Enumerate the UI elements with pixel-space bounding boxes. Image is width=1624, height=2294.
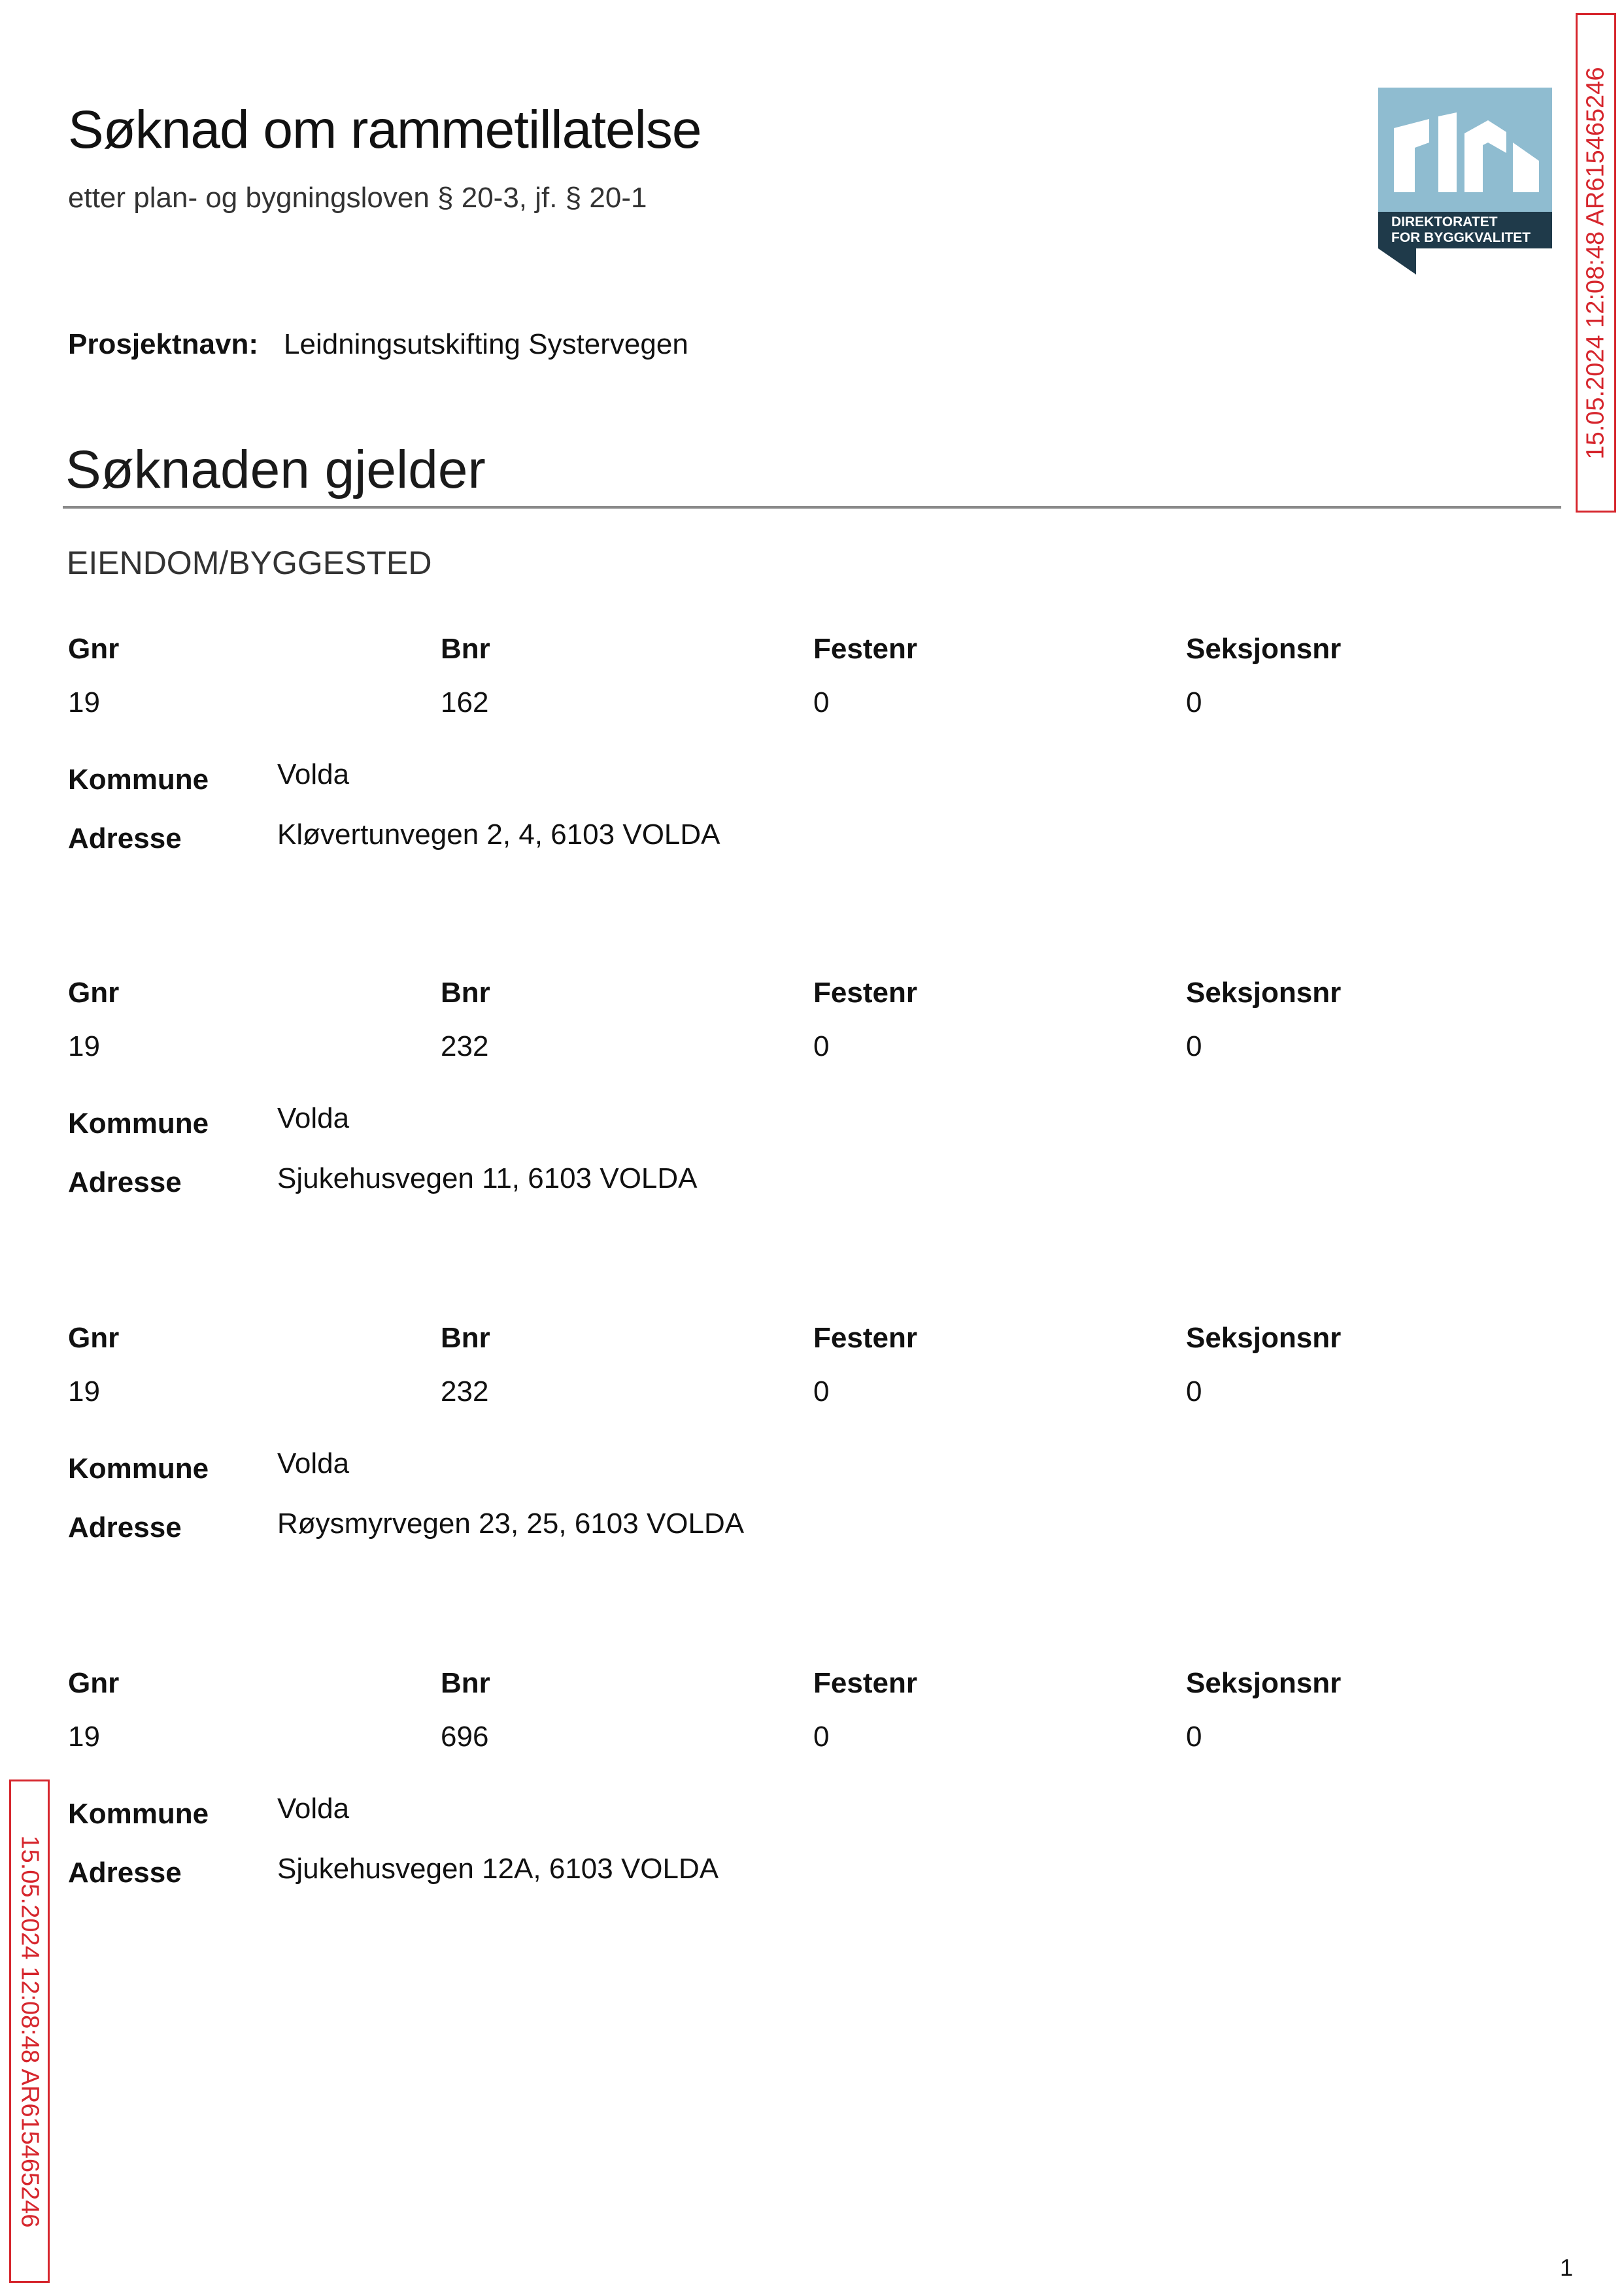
archive-stamp-text: 15.05.2024 12:08:48 AR615465246: [16, 1834, 44, 2228]
seksjonsnr-value: 0: [1186, 686, 1202, 718]
dibk-logo-icon: [1378, 88, 1552, 275]
gnr-label: Gnr: [68, 633, 120, 665]
section-divider: [63, 506, 1561, 509]
section-subheading: EIENDOM/BYGGESTED: [67, 545, 432, 581]
seksjonsnr-label: Seksjonsnr: [1186, 633, 1342, 665]
kommune-value: Volda: [277, 1793, 350, 1825]
adresse-label: Adresse: [68, 1857, 182, 1889]
property-block: [68, 977, 1559, 1238]
archive-stamp-top: [1576, 13, 1616, 513]
bnr-value: 162: [441, 686, 489, 718]
adresse-label: Adresse: [68, 1166, 182, 1198]
gnr-value: 19: [68, 686, 100, 718]
festenr-value: 0: [813, 686, 830, 718]
dibk-logo: [1378, 88, 1552, 275]
festenr-value: 0: [813, 1721, 830, 1753]
adresse-value: Kløvertunvegen 2, 4, 6103 VOLDA: [277, 818, 720, 851]
seksjonsnr-label: Seksjonsnr: [1186, 1667, 1342, 1699]
bnr-value: 232: [441, 1030, 489, 1062]
adresse-value: Sjukehusvegen 11, 6103 VOLDA: [277, 1162, 698, 1194]
festenr-value: 0: [813, 1030, 830, 1062]
adresse-value: Røysmyrvegen 23, 25, 6103 VOLDA: [277, 1508, 745, 1540]
seksjonsnr-value: 0: [1186, 1030, 1202, 1062]
bnr-label: Bnr: [441, 633, 490, 665]
archive-stamp-bottom: [9, 1780, 50, 2283]
kommune-label: Kommune: [68, 764, 209, 796]
festenr-value: 0: [813, 1375, 830, 1408]
archive-stamp-text: 15.05.2024 12:08:48 AR615465246: [1582, 66, 1610, 460]
seksjonsnr-label: Seksjonsnr: [1186, 1322, 1342, 1354]
bnr-value: 696: [441, 1721, 489, 1753]
festenr-label: Festenr: [813, 977, 917, 1009]
gnr-label: Gnr: [68, 1322, 120, 1354]
document-subtitle: etter plan- og bygningsloven § 20-3, jf. § 20-1: [68, 182, 647, 214]
page-number: 1: [1560, 2254, 1574, 2281]
seksjonsnr-value: 0: [1186, 1375, 1202, 1408]
gnr-value: 19: [68, 1030, 100, 1062]
adresse-value: Sjukehusvegen 12A, 6103 VOLDA: [277, 1853, 719, 1885]
kommune-value: Volda: [277, 1102, 350, 1134]
kommune-value: Volda: [277, 1447, 350, 1479]
kommune-label: Kommune: [68, 1453, 209, 1485]
property-block: [68, 633, 1559, 894]
kommune-value: Volda: [277, 758, 350, 790]
bnr-label: Bnr: [441, 977, 490, 1009]
kommune-label: Kommune: [68, 1798, 209, 1830]
seksjonsnr-value: 0: [1186, 1721, 1202, 1753]
project-row: [68, 328, 688, 361]
festenr-label: Festenr: [813, 633, 917, 665]
gnr-value: 19: [68, 1721, 100, 1753]
property-block: [68, 1667, 1559, 1929]
document-title: Søknad om rammetillatelse: [68, 100, 702, 160]
kommune-label: Kommune: [68, 1107, 209, 1139]
project-name: Leidningsutskifting Systervegen: [284, 328, 688, 360]
logo-line1: DIREKTORATET: [1391, 214, 1498, 229]
festenr-label: Festenr: [813, 1667, 917, 1699]
property-block: [68, 1322, 1559, 1583]
gnr-label: Gnr: [68, 1667, 120, 1699]
project-label: Prosjektnavn:: [68, 328, 258, 360]
bnr-label: Bnr: [441, 1667, 490, 1699]
gnr-value: 19: [68, 1375, 100, 1408]
gnr-label: Gnr: [68, 977, 120, 1009]
logo-line2: FOR BYGGKVALITET: [1391, 230, 1531, 245]
section-title: Søknaden gjelder: [65, 440, 486, 499]
adresse-label: Adresse: [68, 1511, 182, 1543]
adresse-label: Adresse: [68, 822, 182, 854]
bnr-value: 232: [441, 1375, 489, 1408]
bnr-label: Bnr: [441, 1322, 490, 1354]
seksjonsnr-label: Seksjonsnr: [1186, 977, 1342, 1009]
festenr-label: Festenr: [813, 1322, 917, 1354]
